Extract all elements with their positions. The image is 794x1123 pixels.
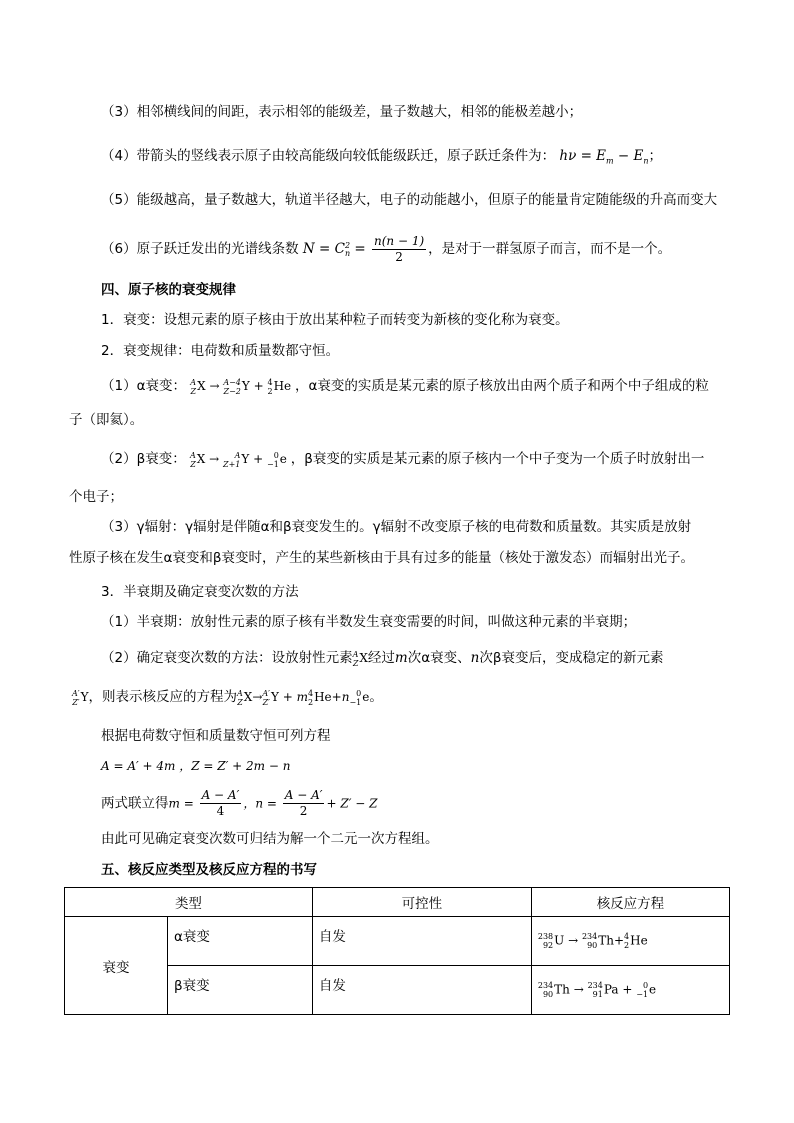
item-5: （5）能级越高，量子数越大，轨道半径越大，电子的动能越小，但原子的能量肯定随能级的升高而变大 [101,192,718,208]
reaction-equation-line: A′ Z′ Y，则表示核反应的方程为 A Z X→ A′ Z′ Y + m 4 2 He+n 0 −1 e。 [72,688,383,707]
beta-description-cont: 个电子； [69,489,123,505]
alpha-decay [101,377,709,396]
section-heading-5: 五、核反应类型及核反应方程的书写 [101,862,317,878]
var-m: m [394,650,408,666]
equation-intro: 根据电荷数守恒和质量数守恒可列方程 [101,728,331,744]
solution-tail: + Z′ − Z [326,796,378,811]
nuclear-reaction-table [64,887,730,1015]
item-6-text: （6）原子跃迁发出的光谱线条数 [101,241,299,257]
alpha-label: （1）α衰变： [101,378,186,394]
alpha-description: ，α衰变的实质是某元素的原子核放出由两个质子和两个中子组成的粒 [295,378,709,394]
var-n: n [470,650,480,666]
alpha-type-cell: α衰变 [168,917,313,966]
gamma-radiation-line2: 性原子核在发生α衰变和β衰变时，产生的某些新核由于具有过多的能量（核处于激发态）而辐射出光子。 [69,550,695,566]
decay-count-mid: 经过 [367,650,395,666]
header-control: 可控性 [312,888,531,917]
reaction-end: 。 [369,689,383,705]
table-row [65,917,730,966]
gamma-radiation-line1: （3）γ辐射：γ辐射是伴随α和β衰变发生的。γ辐射不改变原子核的电荷数和质量数。其实质是放射 [101,519,692,535]
solution-equations: 两式联立得m = $\frac{A - A'}{4}$ ，n = $\frac{A - A'}{2}$ + Z′ − Z [101,788,378,818]
beta-label: （2）β衰变： [101,451,186,467]
conclusion: 由此可见确定衰变次数可归结为解一个二元一次方程组。 [101,831,439,847]
alpha-control-cell: 自发 [312,917,531,966]
item-3: （3）相邻横线间的间距，表示相邻的能级差，量子数越大，相邻的能极差越小； [101,104,583,120]
alpha-equation: A Z X → A−4 Z−2 Y + 4 2 He [190,377,292,396]
item-6 [101,234,671,265]
definition-decay: 1．衰变：设想元素的原子核由于放出某种粒子而转变为新核的变化称为衰变。 [101,312,569,328]
beta-equation-cell: 234 90 Th → 234 91 Pa + 0 −1 e [531,966,729,1015]
half-life-definition: （1）半衰期：放射性元素的原子核有半数发生衰变需要的时间，叫做这种元素的半衰期； [101,614,637,630]
item-4 [101,147,662,171]
decay-rule: 2．衰变规律：电荷数和质量数都守恒。 [101,343,340,359]
alpha-equation-cell: 238 92 U → 234 90 Th+ 4 2 He [531,917,729,966]
header-type: 类型 [65,888,313,917]
beta-equation: A Z X → A Z+1 Y + 0 −1 e [190,450,287,469]
section-heading-4: 四、原子核的衰变规律 [101,282,236,298]
solution-text: 两式联立得 [101,795,169,812]
reaction-text: ，则表示核反应的方程为 [88,689,238,705]
spectral-line-count-formula: N = C 2 n = $\frac{n(n - 1)}{2}$ [302,234,425,264]
decay-count-end: 次β衰变后，变成稳定的新元素 [479,650,664,666]
decay-group-cell: 衰变 [65,917,168,1015]
beta-description: ，β衰变的实质是某元素的原子核内一个中子变为一个质子时放射出一 [290,451,705,467]
beta-decay [101,450,704,469]
item-4-end: ； [648,148,663,164]
item-6-end: ，是对于一群氢原子而言，而不是一个。 [428,241,672,257]
item-4-text: （4）带箭头的竖线表示原子由较高能级向较低能级跃迁，原子跃迁条件为： [101,148,556,164]
beta-type-cell: β衰变 [168,966,313,1015]
general-decay-equation: A Z X→ A′ Z′ Y + m 4 2 He+n 0 −1 e [237,688,370,707]
table-header-row [65,888,730,917]
transition-formula: $h\nu = E_m - E_n$ [559,148,649,166]
solution-n: ，n = [243,796,281,811]
decay-count-mid2: 次α衰变、 [407,650,471,666]
alpha-description-cont: 子（即氦）。 [69,412,144,428]
half-life-heading: 3．半衰期及确定衰变次数的方法 [101,584,299,600]
decay-count-text: （2）确定衰变次数的方法：设放射性元素 [101,650,353,666]
beta-control-cell: 自发 [312,966,531,1015]
solution-m: m = [168,796,198,811]
decay-count-method: （2）确定衰变次数的方法：设放射性元素 A Z X经过m次α衰变、n次β衰变后，变成稳定的新元素 [101,649,664,668]
header-equation: 核反应方程 [531,888,729,917]
conservation-equations: A = A′ + 4m ，Z = Z′ + 2m − n [101,759,291,773]
